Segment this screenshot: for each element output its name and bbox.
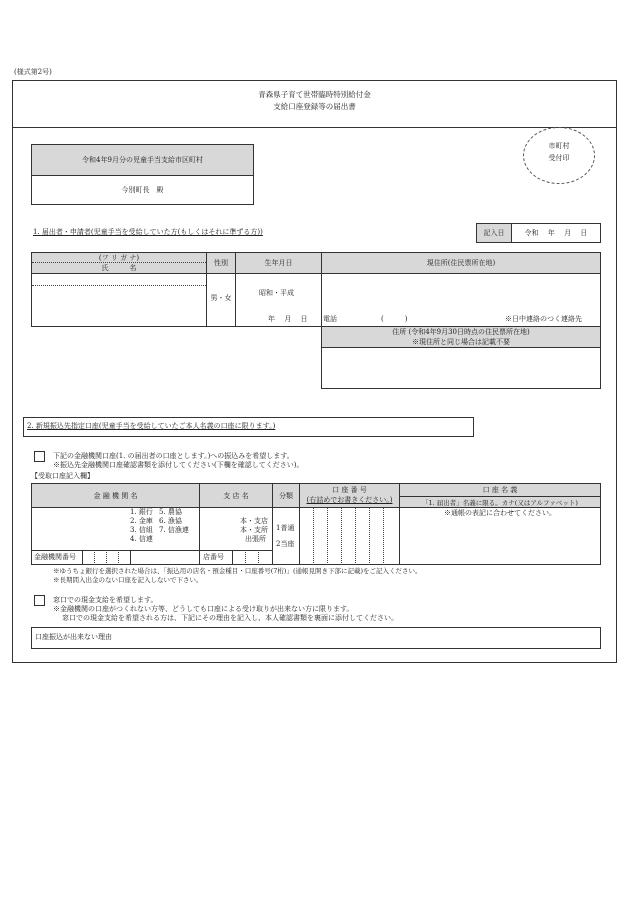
cash-payment-checkbox[interactable] bbox=[34, 595, 45, 606]
prev-address-input[interactable] bbox=[322, 348, 600, 388]
bank-name-input[interactable] bbox=[32, 508, 127, 550]
phone-label: 電話 bbox=[323, 315, 337, 323]
recipient-name: 今別町長 殿 bbox=[121, 186, 164, 194]
era-field[interactable]: 昭和・平成 bbox=[259, 289, 294, 297]
col-type: 分類 bbox=[279, 491, 293, 500]
name-input[interactable] bbox=[32, 286, 206, 326]
date-field[interactable]: 令和 年 月 日 bbox=[524, 229, 588, 237]
title-line1: 青森県子育て世帯臨時特別給付金 bbox=[258, 89, 371, 99]
bank-code-label: 金融機関番号 bbox=[34, 553, 76, 561]
bank-type-2[interactable]: 2. 金庫 bbox=[130, 517, 153, 525]
entry-label: 【受取口座記入欄】 bbox=[31, 472, 94, 480]
bank-code-end bbox=[130, 550, 131, 565]
holder-input[interactable] bbox=[400, 519, 600, 564]
section2-heading: 2. 新規振込先指定口座(児童手当を受給していたご本人名義の口座に限ります。) bbox=[27, 422, 276, 430]
branch-name-input[interactable] bbox=[200, 508, 238, 550]
account-number-input[interactable] bbox=[300, 508, 399, 564]
bank-type-3[interactable]: 3. 信組 bbox=[130, 526, 153, 534]
name-label: 氏 名 bbox=[101, 264, 137, 272]
holder-note2: ※通帳の表記に合わせてください。 bbox=[444, 509, 556, 517]
branch-type-2[interactable]: 本・支所 bbox=[240, 526, 268, 534]
col-number: 口 座 番 号 bbox=[332, 486, 367, 494]
branch-code-input[interactable] bbox=[233, 551, 271, 564]
prev-address-note: ※現住所と同じ場合は記載不要 bbox=[412, 338, 510, 346]
birthdate-field[interactable]: 年 月 日 bbox=[268, 315, 308, 323]
col-bank: 金 融 機 関 名 bbox=[93, 491, 138, 500]
furigana-label: (フ リ ガ ナ) bbox=[98, 253, 140, 262]
phone-note: ※日中連絡のつく連絡先 bbox=[505, 315, 582, 323]
bank-option-text: 下記の金融機関口座(1. の届出者の口座とします。)への振込みを希望します。 bbox=[53, 452, 294, 460]
title-divider bbox=[12, 127, 617, 128]
yucho-note: ※ゆうちょ銀行を選択された場合は、「振込用の店名・預金種目・口座番号(7桁)」(通帳見開き下部に記載)をご記入ください。 bbox=[53, 567, 422, 575]
address-label: 現住所(住民票所在地) bbox=[426, 259, 496, 267]
phone-field[interactable]: ( ) bbox=[381, 315, 408, 323]
branch-code-label: 店番号 bbox=[203, 553, 224, 561]
bank-type-7[interactable]: 7. 信漁連 bbox=[159, 526, 189, 534]
address-input[interactable] bbox=[322, 274, 600, 312]
bank-type-1[interactable]: 1. 銀行 bbox=[130, 508, 153, 516]
date-label: 記入日 bbox=[477, 224, 511, 242]
reason-box[interactable] bbox=[31, 627, 601, 649]
bank-option-note: ※振込先金融機関口座確認書類を添付してください(下欄を確認してください)。 bbox=[53, 461, 304, 469]
account-type-ordinary[interactable]: 1普通 bbox=[276, 524, 295, 532]
bank-type-6[interactable]: 6. 漁協 bbox=[159, 517, 182, 525]
branch-type-1[interactable]: 本・支店 bbox=[240, 517, 268, 525]
bank-transfer-checkbox[interactable] bbox=[34, 451, 45, 462]
recipient-office: 令和4年9月分の児童手当支給市区町村 bbox=[32, 145, 253, 175]
cash-option-note2: 窓口での現金支給を希望される方は、下記にその理由を記入し、本人確認書類を裏面に添付してください。 bbox=[62, 614, 398, 622]
form-id: (様式第2号) bbox=[14, 68, 52, 76]
cash-option-note1: ※金融機関の口座がつくれない方等、どうしても口座による受け取りが出来ない方に限ります。 bbox=[53, 605, 354, 613]
title-line2: 支給口座登録等の届出書 bbox=[273, 101, 356, 111]
stamp-label-2: 受付印 bbox=[548, 154, 570, 162]
gender-label: 性別 bbox=[214, 259, 228, 267]
gender-field[interactable]: 男・女 bbox=[210, 294, 232, 302]
col-branch: 支 店 名 bbox=[223, 491, 249, 500]
bank-type-5[interactable]: 5. 農協 bbox=[159, 508, 182, 516]
bank-code-input[interactable] bbox=[83, 551, 130, 564]
furigana-input[interactable] bbox=[32, 274, 206, 285]
reason-label: 口座振込が出来ない理由 bbox=[35, 633, 112, 641]
col-number-note: (右詰めでお書きください。) bbox=[306, 496, 393, 504]
birth-label: 生年月日 bbox=[264, 259, 293, 267]
dormant-note: ※長期間入出金のない口座を記入しないで下さい。 bbox=[53, 576, 203, 584]
cash-option-text: 窓口での現金支給を希望します。 bbox=[53, 596, 158, 604]
prev-address-label: 住所 (令和4年9月30日時点の住民票所在地) bbox=[392, 328, 530, 336]
holder-note: 「1. 届出者」名義に限る。カナ(又はアルファベット) bbox=[422, 498, 578, 507]
stamp-label-1: 市町村 bbox=[548, 142, 570, 150]
account-type-current[interactable]: 2当座 bbox=[276, 540, 295, 548]
section1-heading: 1. 届出者・申請者(児童手当を受給していた方(もしくはそれに準ずる方)) bbox=[33, 228, 263, 236]
bank-type-4[interactable]: 4. 信連 bbox=[130, 535, 153, 543]
branch-type-3[interactable]: 出張所 bbox=[245, 535, 266, 543]
col-holder: 口 座 名 義 bbox=[482, 486, 518, 494]
